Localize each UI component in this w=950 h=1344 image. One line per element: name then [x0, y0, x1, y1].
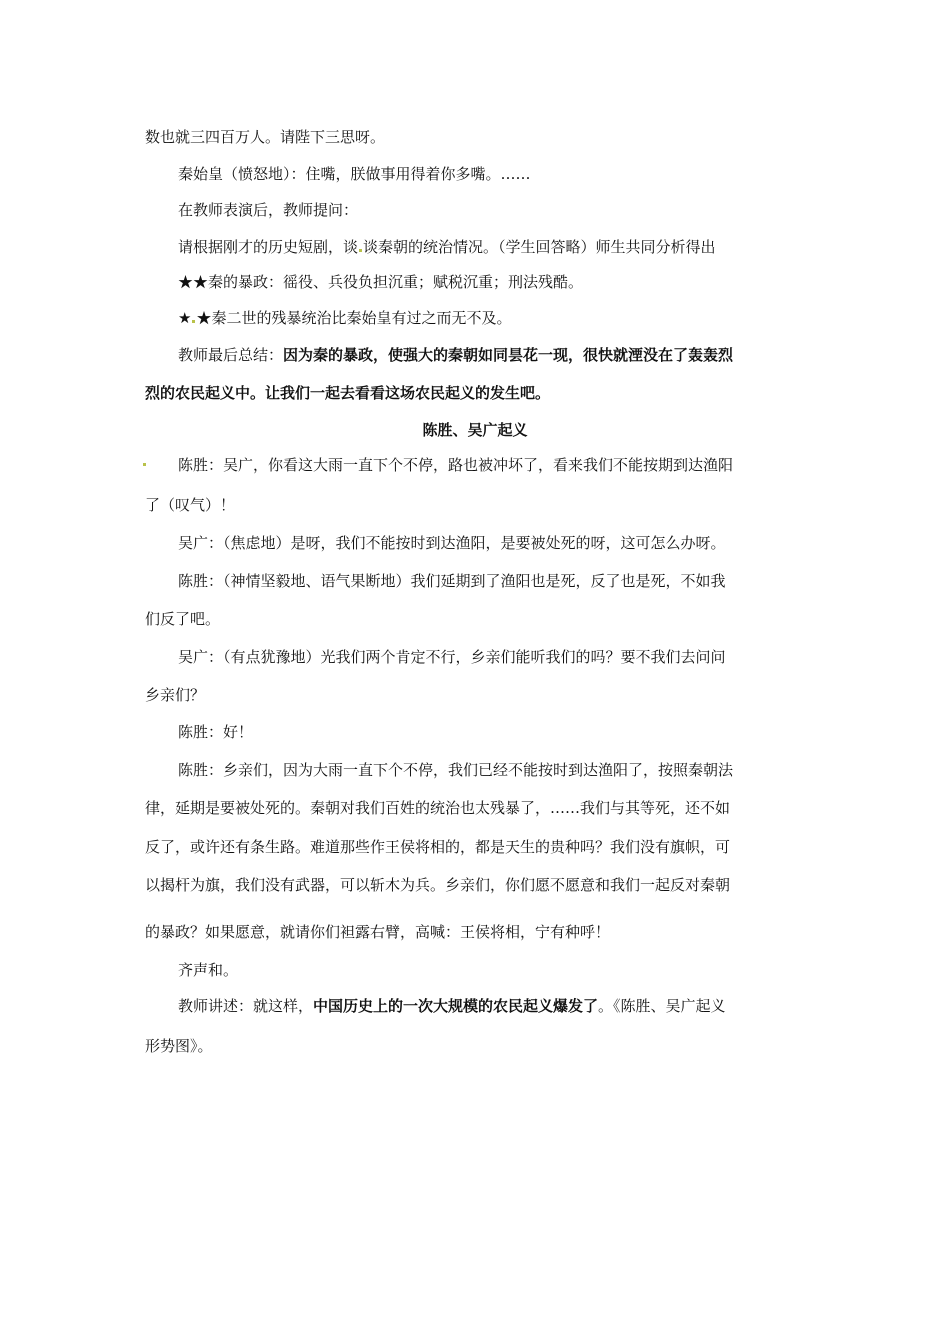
- bullet-mark-icon: [359, 249, 362, 252]
- paragraph-line: 数也就三四百万人。请陛下三思呀。: [145, 128, 386, 146]
- dialogue-cont: 以揭杆为旗，我们没有武器，可以斩木为兵。乡亲们，你们愿不愿意和我们一起反对秦朝: [145, 876, 731, 894]
- dialogue-cont: 律，延期是要被处死的。秦朝对我们百姓的统治也太残暴了，……我们与其等死，还不如: [145, 799, 731, 817]
- dialogue-cont: 的暴政？如果愿意，就请你们袒露右臂，高喊：王侯将相，宁有种呼！: [145, 923, 611, 941]
- paragraph-question: 请根据刚才的历史短剧，谈 谈秦朝的统治情况。（学生回答略）师生共同分析得出: [178, 238, 716, 256]
- teacher-summary: 教师最后总结：因为秦的暴政，使强大的秦朝如同昙花一现，很快就湮没在了轰轰烈: [178, 346, 734, 364]
- paragraph-line: 齐声和。: [178, 961, 239, 979]
- dialogue-qin-shihuang: 秦始皇（愤怒地）：住嘴，朕做事用得着你多嘴。……: [178, 165, 531, 183]
- dialogue-cont: 乡亲们？: [145, 686, 206, 704]
- dialogue-chen-sheng-speech: 陈胜：乡亲们，因为大雨一直下个不停，我们已经不能按时到达渔阳了，按照秦朝法: [178, 761, 734, 779]
- paragraph-line: 在教师表演后，教师提问：: [178, 201, 359, 219]
- dialogue-chen-sheng: 陈胜：好！: [178, 723, 254, 741]
- bullet-mark-icon: [143, 463, 146, 466]
- paragraph-star-point: ★★秦的暴政：徭役、兵役负担沉重；赋税沉重；刑法残酷。: [178, 273, 584, 291]
- teacher-narration-cont: 形势图》。: [145, 1037, 213, 1055]
- dialogue-chen-sheng: 陈胜：吴广，你看这大雨一直下个不停，路也被冲坏了，看来我们不能按期到达渔阳: [178, 456, 734, 474]
- teacher-narration: 教师讲述：就这样，中国历史上的一次大规模的农民起义爆发了。《陈胜、吴广起义: [178, 997, 726, 1015]
- dialogue-cont: 反了，或许还有条生路。难道那些作王侯将相的，都是天生的贵种吗？我们没有旗帜，可: [145, 838, 731, 856]
- bullet-mark-icon: [192, 320, 195, 323]
- dialogue-wu-guang: 吴广：（焦虑地）是呀，我们不能按时到达渔阳，是要被处死的呀，这可怎么办呀。: [178, 534, 726, 552]
- paragraph-star-point: ★ ★秦二世的残暴统治比秦始皇有过之而无不及。: [178, 309, 512, 327]
- dialogue-chen-sheng: 陈胜：（神情坚毅地、语气果断地）我们延期到了渔阳也是死，反了也是死，不如我: [178, 572, 726, 590]
- section-heading: 陈胜、吴广起义: [422, 421, 528, 439]
- dialogue-wu-guang: 吴广：（有点犹豫地）光我们两个肯定不行，乡亲们能听我们的吗？要不我们去问问: [178, 648, 726, 666]
- teacher-summary-cont: 烈的农民起义中。让我们一起去看看这场农民起义的发生吧。: [145, 384, 551, 402]
- dialogue-cont: 们反了吧。: [145, 610, 221, 628]
- dialogue-cont: 了（叹气）！: [145, 496, 236, 514]
